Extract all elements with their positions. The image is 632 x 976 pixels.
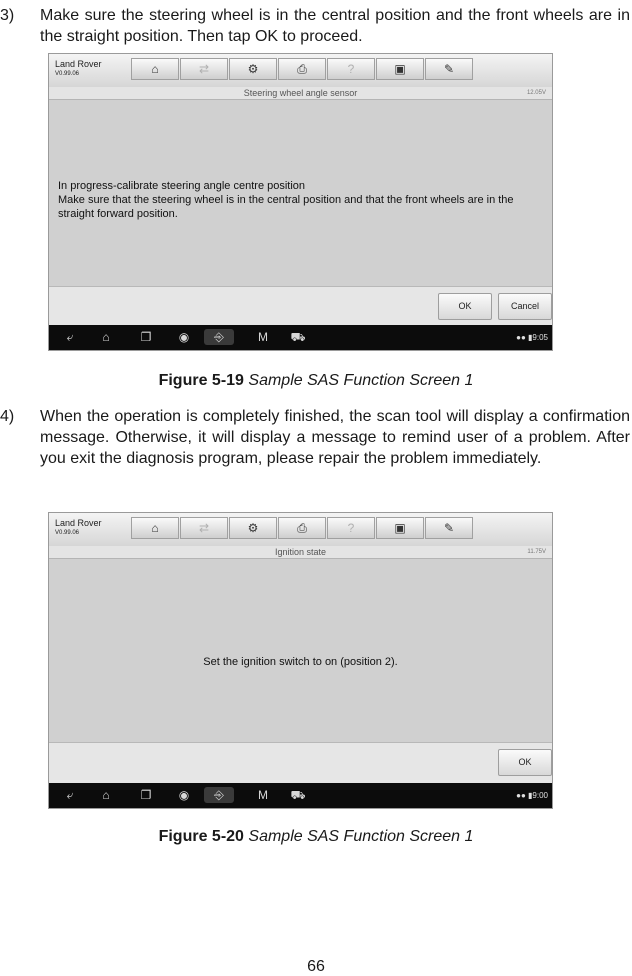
back-icon[interactable]: ⤶	[66, 788, 74, 802]
android-nav-bar	[49, 783, 552, 808]
function-title-bar	[49, 87, 552, 100]
print-icon[interactable]: ⎙	[278, 517, 326, 539]
recent-apps-icon[interactable]: ❐	[140, 330, 152, 344]
vehicle-info	[55, 59, 102, 79]
car-icon[interactable]: ⛟	[290, 788, 306, 802]
function-title: Steering wheel angle sensor	[243, 88, 358, 98]
cancel-button[interactable]: Cancel	[498, 293, 552, 320]
ignition-message: Set the ignition switch to on (position 2).	[203, 656, 398, 668]
top-toolbar	[49, 54, 552, 88]
wifi-icon: ●●	[516, 791, 529, 800]
settings-icon[interactable]: ⚙	[229, 517, 277, 539]
status-area	[516, 783, 548, 808]
message-line-1: In progress-calibrate steering angle centre position	[58, 180, 306, 192]
battery-icon: ▮	[528, 791, 533, 800]
home-icon[interactable]: ⌂	[102, 788, 110, 802]
calibration-message	[58, 179, 542, 221]
message-area	[49, 100, 552, 286]
screen-capture-icon[interactable]: ⎆	[204, 787, 234, 803]
recent-apps-icon[interactable]: ❐	[140, 788, 152, 802]
help-icon[interactable]: ?	[327, 58, 375, 80]
save-icon[interactable]: ▣	[376, 517, 424, 539]
vehicle-swap-icon[interactable]: ⇄	[180, 58, 228, 80]
back-icon[interactable]: ⤶	[66, 330, 74, 344]
vehicle-swap-icon[interactable]: ⇄	[180, 517, 228, 539]
home-icon[interactable]: ⌂	[131, 58, 179, 80]
button-bar	[49, 286, 552, 327]
figure-caption-2	[0, 828, 632, 846]
maxisys-icon[interactable]: M	[258, 788, 268, 802]
vehicle-name: Land Rover	[55, 518, 102, 528]
save-icon[interactable]: ▣	[376, 58, 424, 80]
battery-voltage: 12.05V	[526, 90, 546, 96]
clock: 9:05	[532, 333, 548, 342]
print-icon[interactable]: ⎙	[278, 58, 326, 80]
page-number: 66	[307, 958, 325, 975]
step-text: When the operation is completely finished, the scan tool will display a confirmation message. Otherwise, it will display a message to remind user of a problem. After you exit the diagnosis program, please repair the problem immediately.	[40, 408, 630, 467]
figure-caption-1	[0, 372, 632, 390]
top-toolbar	[49, 513, 552, 547]
chrome-icon[interactable]: ◉	[178, 330, 190, 344]
status-area	[516, 325, 548, 350]
function-title-bar	[49, 546, 552, 559]
ok-button[interactable]: OK	[438, 293, 492, 320]
step-number: 4)	[0, 408, 15, 425]
wifi-icon: ●●	[516, 333, 529, 342]
software-version: V0.99.06	[55, 530, 80, 536]
car-icon[interactable]: ⛟	[290, 330, 306, 344]
scan-tool-screen-2	[48, 512, 553, 809]
figure-label: Figure 5-19	[158, 372, 244, 389]
message-area	[49, 559, 552, 742]
software-version: V0.99.06	[55, 71, 80, 77]
battery-icon: ▮	[528, 333, 533, 342]
scan-tool-screen-1	[48, 53, 553, 351]
button-bar	[49, 742, 552, 783]
vehicle-name: Land Rover	[55, 59, 102, 69]
edit-icon[interactable]: ✎	[425, 58, 473, 80]
function-title: Ignition state	[274, 547, 327, 557]
android-nav-bar	[49, 325, 552, 350]
figure-label: Figure 5-20	[158, 828, 244, 845]
home-icon[interactable]: ⌂	[131, 517, 179, 539]
vehicle-info	[55, 518, 102, 538]
ok-button[interactable]: OK	[498, 749, 552, 776]
screen-capture-icon[interactable]: ⎆	[204, 329, 234, 345]
figure-title: Sample SAS Function Screen 1	[248, 828, 474, 845]
help-icon[interactable]: ?	[327, 517, 375, 539]
chrome-icon[interactable]: ◉	[178, 788, 190, 802]
step-number: 3)	[0, 7, 15, 24]
figure-title: Sample SAS Function Screen 1	[248, 372, 474, 389]
settings-icon[interactable]: ⚙	[229, 58, 277, 80]
edit-icon[interactable]: ✎	[425, 517, 473, 539]
step-text: Make sure the steering wheel is in the central position and the front wheels are in the straight position. Then tap OK to proceed.	[40, 7, 630, 45]
battery-voltage: 11.75V	[527, 549, 546, 555]
message-line-2: Make sure that the steering wheel is in the central position and that the front wheels are in the straight forward position.	[58, 194, 514, 220]
home-icon[interactable]: ⌂	[102, 330, 110, 344]
clock: 9:00	[532, 791, 548, 800]
maxisys-icon[interactable]: M	[258, 330, 268, 344]
